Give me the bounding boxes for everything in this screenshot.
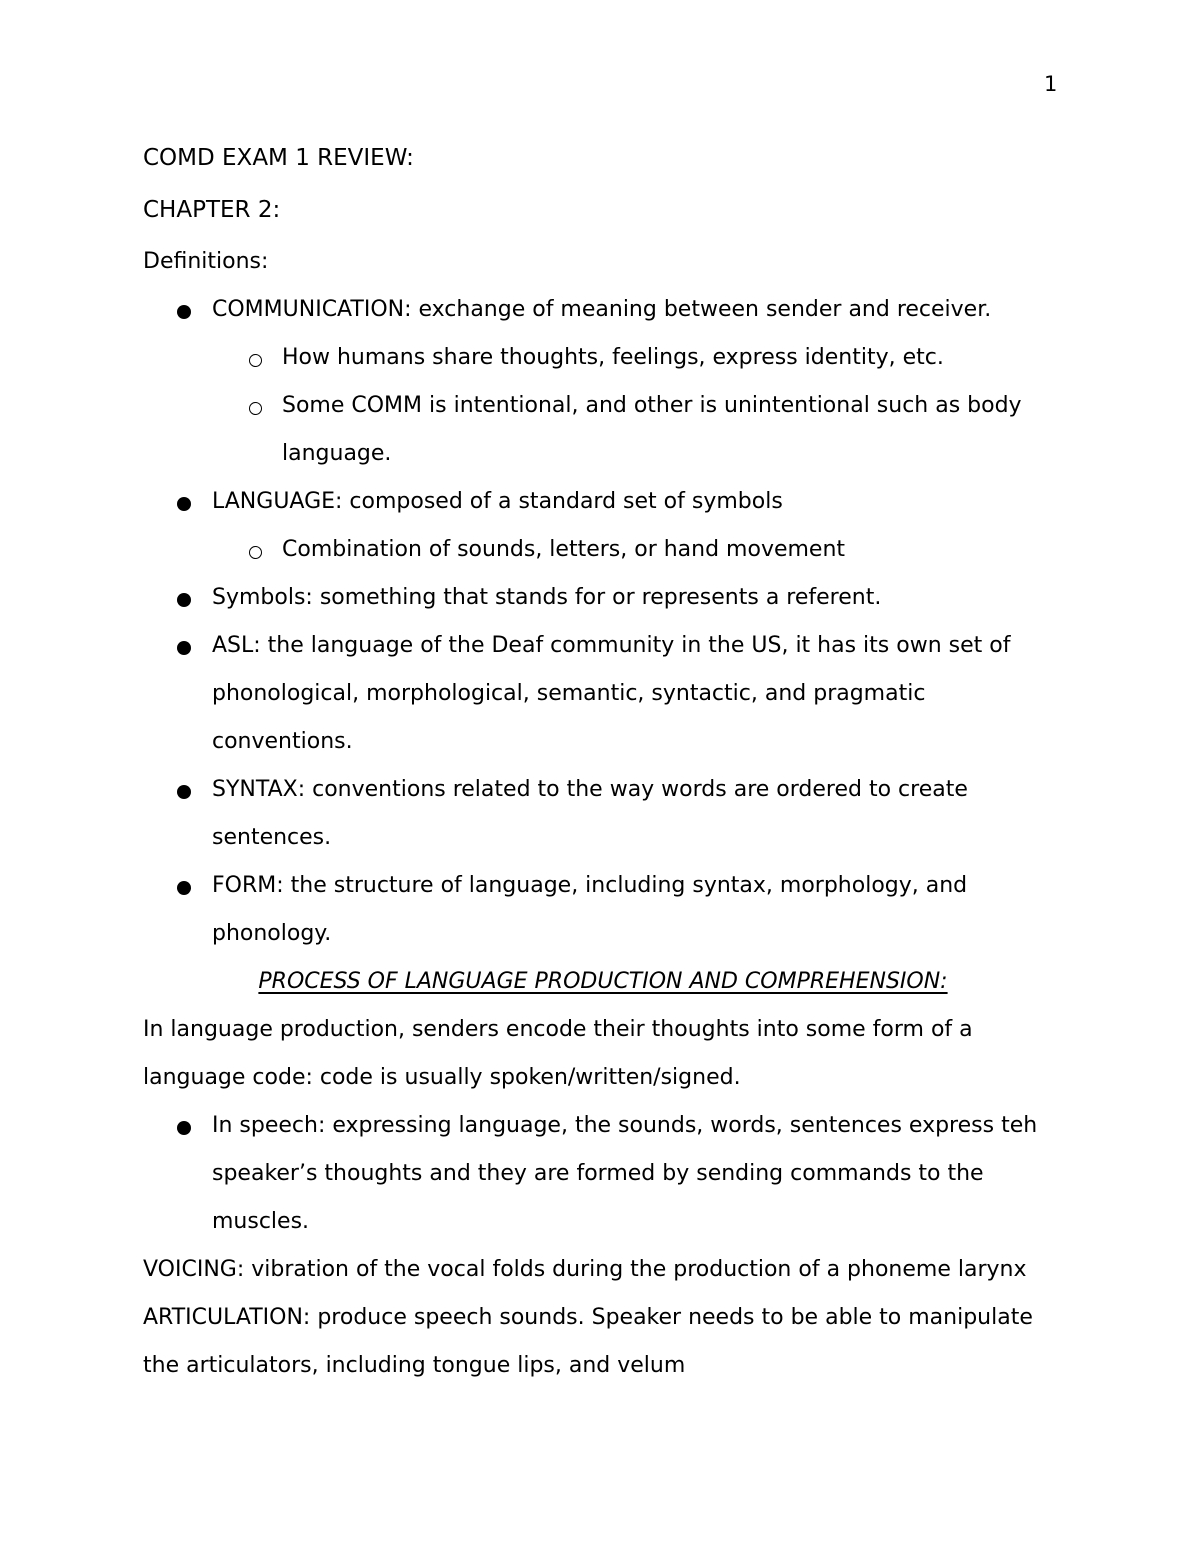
voicing-line: VOICING: vibration of the vocal folds during the production of a phoneme larynx: [143, 1257, 1027, 1282]
definition-text: COMMUNICATION: exchange of meaning between sender and receiver.: [212, 297, 992, 322]
definition-text: SYNTAX: conventions related to the way words are ordered to create sentences.: [212, 777, 968, 850]
document-body: [143, 134, 1063, 1390]
definition-symbols: [143, 574, 1063, 622]
page-number: 1: [1044, 72, 1058, 96]
definition-text: LANGUAGE: composed of a standard set of symbols: [212, 489, 783, 514]
sub-item-text: How humans share thoughts, feelings, express identity, etc.: [282, 345, 944, 370]
articulation-line: ARTICULATION: produce speech sounds. Speaker needs to be able to manipulate the articulators, including tongue lips, and velum: [143, 1305, 1033, 1378]
speech-bullet: [143, 1102, 1063, 1246]
definitions-list: [143, 286, 1063, 958]
sub-item: [143, 526, 1063, 574]
bullet-text: In speech: expressing language, the sounds, words, sentences express teh speaker’s thoughts and they are formed by sending commands to the muscles.: [212, 1113, 1038, 1234]
sub-item: [143, 382, 1063, 478]
sub-item: [143, 334, 1063, 382]
definition-form: [143, 862, 1063, 958]
section-bullets: [143, 1102, 1063, 1246]
section-paragraph: In language production, senders encode their thoughts into some form of a language code: code is usually spoken/written/signed.: [143, 1017, 973, 1090]
document-title: COMD EXAM 1 REVIEW:: [143, 145, 414, 171]
definition-text: Symbols: something that stands for or represents a referent.: [212, 585, 882, 610]
definition-text: FORM: the structure of language, including syntax, morphology, and phonology.: [212, 873, 968, 946]
definition-syntax: [143, 766, 1063, 862]
definition-asl: [143, 622, 1063, 766]
chapter-heading: CHAPTER 2:: [143, 197, 281, 223]
definition-text: ASL: the language of the Deaf community in the US, it has its own set of phonological, morphological, semantic, syntactic, and pragmatic conventions.: [212, 633, 1011, 754]
sub-item-text: Combination of sounds, letters, or hand movement: [282, 537, 846, 562]
definitions-label: Definitions:: [143, 249, 269, 274]
definition-language: [143, 478, 1063, 526]
section-title: PROCESS OF LANGUAGE PRODUCTION AND COMPREHENSION:: [258, 969, 948, 994]
definition-communication: [143, 286, 1063, 334]
sub-item-text: Some COMM is intentional, and other is unintentional such as body language.: [282, 393, 1022, 466]
